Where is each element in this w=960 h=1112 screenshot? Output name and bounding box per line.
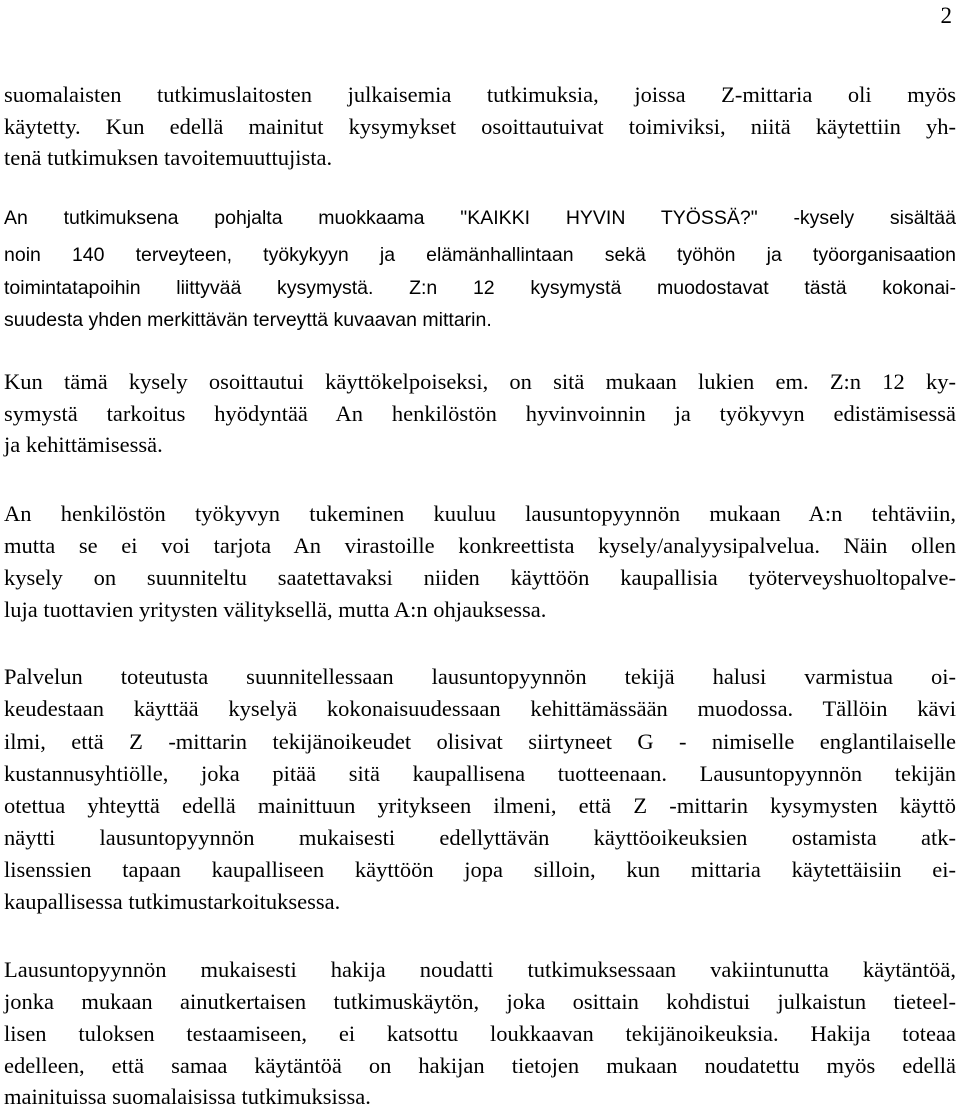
text-line: luja tuottavien yritysten välityksellä, mutta A:n ohjauksessa. (4, 597, 547, 622)
text-line: jonka mukaan ainutkertaisen tutkimuskäytön, joka osittain kohdistui julkaistun tieteel- (4, 989, 956, 1014)
text-line: symystä tarkoitus hyödyntää An henkilöstön hyvinvoinnin ja työkyvyn edistämisessä (4, 401, 956, 426)
text-line: Lausuntopyynnön mukaisesti hakija noudatti tutkimuksessaan vakiintunutta käytäntöä, (4, 957, 956, 982)
text-line: edelleen, että samaa käytäntöä on hakijan tietojen mukaan noudatettu myös edellä (4, 1053, 956, 1078)
text-line: kaupallisessa tutkimustarkoituksessa. (4, 889, 341, 914)
text-line: An tutkimuksena pohjalta muokkaama "KAIKKI HYVIN TYÖSSÄ?" -kysely sisältää (4, 207, 956, 229)
text-line: näytti lausuntopyynnön mukaisesti edellyttävän käyttöoikeuksien ostamista atk- (4, 825, 956, 850)
text-line: mutta se ei voi tarjota An virastoille konkreettista kysely/analyysipalvelua. Näin ollen (4, 533, 956, 558)
text-line: Palvelun toteutusta suunnitellessaan lausuntopyynnön tekijä halusi varmistua oi- (4, 664, 956, 689)
text-line: lisenssien tapaan kaupalliseen käyttöön jopa silloin, kun mittaria käytettäisiin ei- (4, 857, 956, 882)
text-line: tenä tutkimuksen tavoitemuuttujista. (4, 145, 333, 170)
text-line: Kun tämä kysely osoittautui käyttökelpoiseksi, on sitä mukaan lukien em. Z:n 12 ky- (4, 369, 956, 394)
text-line: ja kehittämisessä. (4, 432, 163, 457)
text-line: An henkilöstön työkyvyn tukeminen kuuluu lausuntopyynnön mukaan A:n tehtäviin, (4, 501, 956, 526)
text-line: toimintatapoihin liittyvää kysymystä. Z:n 12 kysymystä muodostavat tästä kokonai- (4, 277, 956, 299)
text-line: keudestaan käyttää kyselyä kokonaisuudessaan kehittämässään muodossa. Tällöin kävi (4, 696, 956, 721)
text-line: noin 140 terveyteen, työkykyyn ja elämänhallintaan sekä työhön ja työorganisaation (4, 244, 956, 266)
text-line: suudesta yhden merkittävän terveyttä kuvaavan mittarin. (4, 309, 492, 331)
text-line: mainituissa suomalaisissa tutkimuksissa. (4, 1084, 371, 1109)
text-line: kysely on suunniteltu saatettavaksi niiden käyttöön kaupallisia työterveyshuoltopalve- (4, 565, 956, 590)
text-line: otettua yhteyttä edellä mainittuun yritykseen ilmeni, että Z -mittarin kysymysten käyttö (4, 793, 956, 818)
page-number: 2 (940, 3, 952, 28)
text-line: ilmi, että Z -mittarin tekijänoikeudet olisivat siirtyneet G - nimiselle englantilaiselle (4, 729, 956, 754)
text-line: käytetty. Kun edellä mainitut kysymykset osoittautuivat toimiviksi, niitä käytettiin yh- (4, 114, 956, 139)
text-line: kustannusyhtiölle, joka pitää sitä kaupallisena tuotteenaan. Lausuntopyynnön tekijän (4, 761, 956, 786)
text-line: suomalaisten tutkimuslaitosten julkaisemia tutkimuksia, joissa Z-mittaria oli myös (4, 82, 956, 107)
text-line: lisen tuloksen testaamiseen, ei katsottu loukkaavan tekijänoikeuksia. Hakija toteaa (4, 1021, 956, 1046)
